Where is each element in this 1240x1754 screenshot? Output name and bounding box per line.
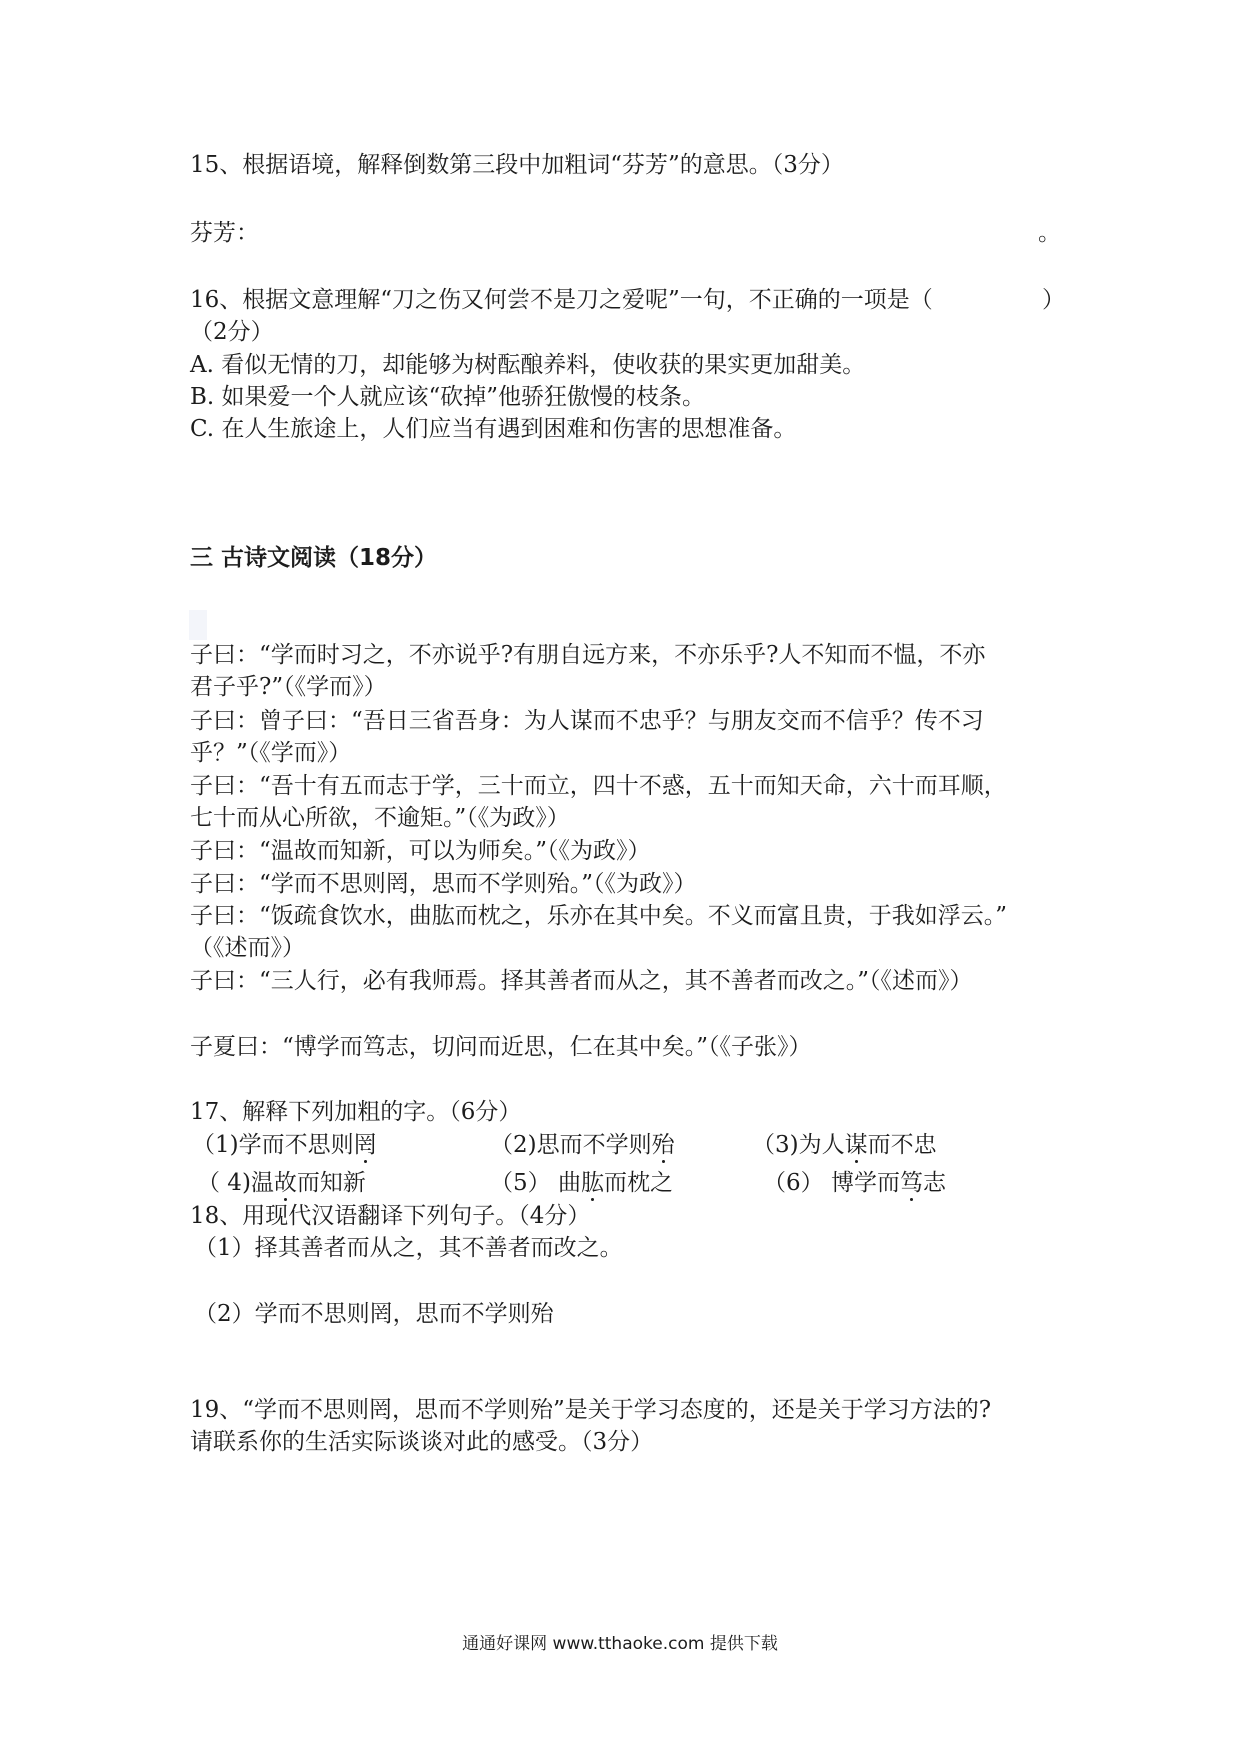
q19-line-1: 19、“学而不思则罔，思而不学则殆”是关于学习态度的，还是关于学习方法的? (190, 1397, 992, 1423)
q17-item-6 (763, 1168, 946, 1198)
q17-item-text: （5） 曲 (490, 1170, 581, 1196)
passage-line: 子曰：“温故而知新，可以为师矣。”（《为政》） (190, 838, 651, 864)
q16-answer-blank: ） (1042, 287, 1065, 313)
passage-line: 子曰：“学而不思则罔，思而不学则殆。”（《为政》） (190, 871, 697, 897)
passage-line: 子曰：“吾十有五而志于学，三十而立，四十不惑，五十而知天命，六十而耳顺， (190, 773, 1007, 799)
q17-item-text: 而知新 (296, 1170, 366, 1196)
q16-score: （2分） (190, 319, 274, 345)
q17-item-2 (490, 1130, 675, 1160)
q17-item-text: （3)为人 (752, 1132, 845, 1158)
passage-line: 子曰：“学而时习之，不亦说乎?有朋自远方来，不亦乐乎?人不知而不愠，不亦 (190, 642, 986, 668)
q19-line-2: 请联系你的生活实际谈谈对此的感受。（3分） (190, 1429, 654, 1455)
emphasis-char: 殆 (651, 1132, 675, 1158)
q17-item-text: 而枕之 (603, 1170, 673, 1196)
passage-line: 子曰：“三人行，必有我师焉。择其善者而从之，其不善者而改之。”（《述而》） (190, 968, 973, 994)
section-3-title: 三 古诗文阅读（18分） (190, 545, 438, 571)
passage-line: 子曰：“饭疏食饮水，曲肱而枕之，乐亦在其中矣。不义而富且贵，于我如浮云。” (190, 903, 1008, 929)
q17-item-3 (752, 1130, 937, 1160)
q16-option-c: C. 在人生旅途上，人们应当有遇到困难和伤害的思想准备。 (190, 416, 797, 442)
q18-item-1: （1）择其善者而从之，其不善者而改之。 (194, 1235, 623, 1261)
emphasis-char: 谋 (844, 1132, 868, 1158)
q17-item-text: （6） 博学而 (763, 1170, 900, 1196)
q17-item-text: （2)思而不学则 (490, 1132, 652, 1158)
passage-line: 君子乎?”（《学而》） (190, 674, 387, 700)
emphasis-char: 罔 (353, 1132, 377, 1158)
q15-prompt: 15、根据语境，解释倒数第三段中加粗词“芬芳”的意思。（3分） (190, 152, 844, 178)
footer-credit: 通通好课网 www.tthaoke.com 提供下载 (462, 1634, 778, 1654)
q17-prompt: 17、解释下列加粗的字。（6分） (190, 1099, 522, 1125)
q17-item-text: 而不忠 (867, 1132, 937, 1158)
passage-line: 七十而从心所欲，不逾矩。”（《为政》） (190, 805, 570, 831)
q17-item-text: （1)学而不思则 (192, 1132, 354, 1158)
q17-item-text: 志 (922, 1170, 946, 1196)
passage-line: 子夏曰：“博学而笃志，切问而近思，仁在其中矣。”（《子张》） (190, 1034, 812, 1060)
q15-answer-end: 。 (1038, 220, 1061, 246)
q16-prompt: 16、根据文意理解“刀之伤又何尝不是刀之爱呢”一句，不正确的一项是（ (190, 287, 933, 313)
passage-line: 乎？”（《学而》） (190, 740, 352, 766)
q16-option-a: A. 看似无情的刀，却能够为树酝酿养料，使收获的果实更加甜美。 (190, 352, 866, 378)
q16-option-b: B. 如果爱一个人就应该“砍掉”他骄狂傲慢的枝条。 (190, 384, 706, 410)
q18-prompt: 18、用现代汉语翻译下列句子。（4分） (190, 1203, 591, 1229)
q17-item-1 (192, 1130, 377, 1160)
q18-item-2: （2）学而不思则罔，思而不学则殆 (194, 1301, 554, 1327)
passage-line: （《述而》） (190, 935, 305, 961)
emphasis-char: 笃 (899, 1170, 923, 1196)
q17-item-text: （ 4)温 (197, 1170, 274, 1196)
emphasis-char: 故 (273, 1170, 297, 1196)
passage-line: 子曰：曾子曰：“吾日三省吾身：为人谋而不忠乎？与朋友交而不信乎？传不习 (190, 708, 984, 734)
emphasis-char: 肱 (580, 1170, 604, 1196)
q17-item-4 (197, 1168, 366, 1198)
scan-mark (189, 610, 207, 640)
q17-item-5 (490, 1168, 673, 1198)
q15-answer-label: 芬芳： (190, 220, 259, 246)
